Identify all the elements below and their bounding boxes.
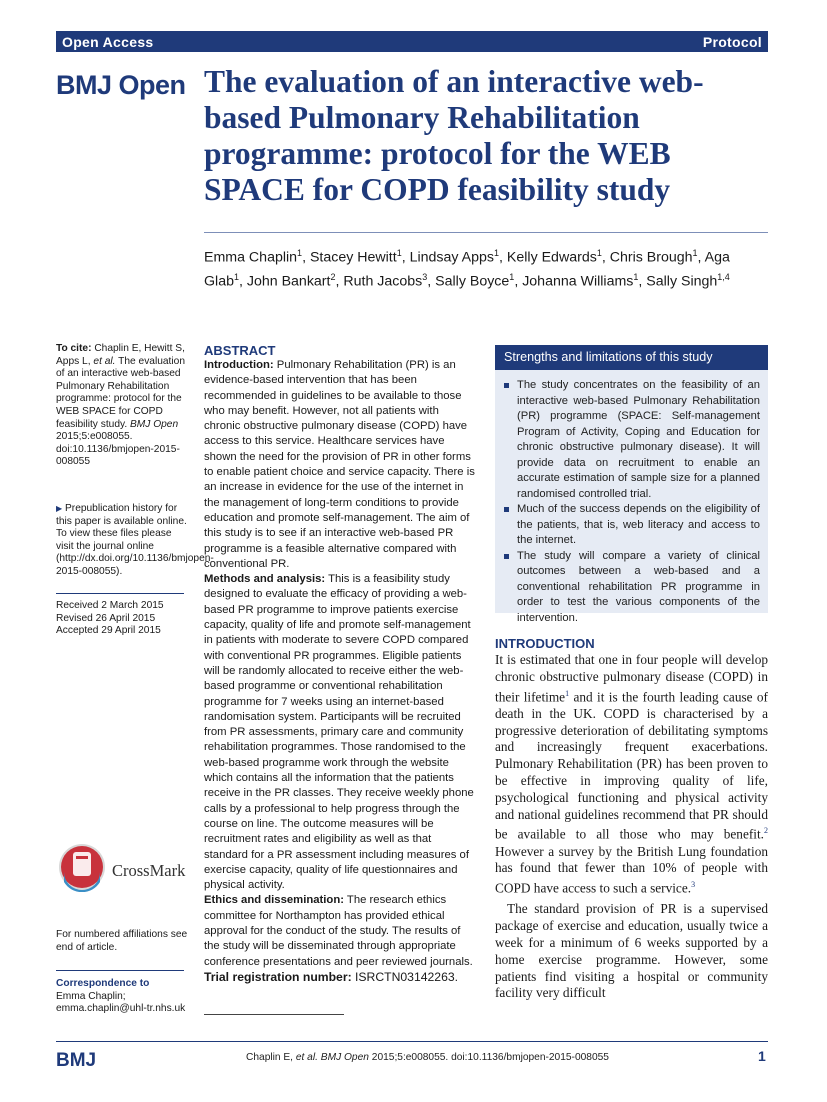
list-item: The study will compare a variety of clinical outcomes between a web-based and a conventional rehabilitation PR programme in order to test the various components of the intervention. (504, 549, 760, 627)
reference-link[interactable]: 1 (565, 688, 570, 698)
crossmark-icon (58, 842, 106, 892)
sidebar-divider (56, 593, 184, 594)
accepted-date: Accepted 29 April 2015 (56, 625, 161, 637)
author-affiliation: 3 (422, 271, 428, 282)
correspondence-label: Correspondence to (56, 978, 150, 989)
affiliations-note: For numbered affiliations see end of article. (56, 929, 188, 953)
ethics-text: The research ethics committee for Northampton has provided ethical approval for the conduct of the study. The results of the study will be disseminated through appropriate conference presentations and peer reviewed journals. (204, 894, 473, 968)
author-name: Lindsay Apps (409, 249, 494, 266)
trial-label: Trial registration number: (204, 969, 352, 984)
prepub-note (56, 503, 214, 579)
page-number: 1 (758, 1048, 766, 1064)
author-affiliation: 1 (633, 271, 639, 282)
top-bar (56, 31, 768, 52)
author-name: Sally Singh (646, 273, 718, 290)
revised-date: Revised 26 April 2015 (56, 612, 156, 624)
journal-logo: BMJ Open (56, 70, 186, 100)
cite-authors: Chaplin E, Hewitt S, Apps L, (56, 343, 185, 367)
methods-text: This is a feasibility study designed to evaluate the efficacy of providing a web-based PR programme to improve patients exercise capacity, quality of life and promote self-management in patients with moderate to severe COPD compared with conventional PR programmes. Eligible patients will be randomly allocated to receive either the web-based programme or conventional rehabilitation programme for 7 weeks using an internet-based randomisation system. Participants will be recruited from PR assessments, primary care and community rehabilitation programmes. Those randomised to the web-based programme work through the website which contains all the information that the patients receive in the PR classes. They receive weekly phone calls by a professional to help progress through the course on line. The outcome measures will be recruitment rates and eligibility as well as that standard for a PR assessment including measures of exercise capacity, quality of life questionnaires and physical activity. (204, 573, 474, 892)
author-affiliation: 1 (494, 248, 500, 258)
author-name: Aga Glab (204, 249, 730, 290)
abstract-heading: ABSTRACT (204, 343, 276, 358)
footer-citation: Chaplin E, et al. BMJ Open 2015;5:e008055. doi:10.1136/bmjopen-2015-008055 (246, 1052, 609, 1063)
abstract-trial (204, 970, 476, 985)
author-affiliation: 1,4 (717, 271, 730, 282)
author-affiliation: 1 (509, 271, 515, 282)
footer-rule (56, 1041, 768, 1042)
abstract-ethics (204, 893, 476, 969)
reference-link[interactable]: 3 (691, 880, 696, 890)
intro-paragraph-2: The standard provision of PR is a supervised package of exercise and education, usually twice a week for a minimum of 6 weeks supported by a home exercise programme. However, some patients find visiting a hospital or community facility very difficult (495, 901, 768, 1001)
author-affiliation: 2 (330, 271, 336, 282)
author-name: Johanna Williams (522, 273, 634, 290)
author-name: Kelly Edwards (506, 249, 597, 266)
open-access-label: Open Access (62, 34, 154, 50)
trial-number: ISRCTN03142263. (355, 969, 459, 984)
reference-link[interactable]: 2 (764, 826, 768, 836)
history-dates (56, 600, 188, 638)
ethics-label: Ethics and dissemination: (204, 894, 344, 907)
list-item: The study concentrates on the feasibility of an interactive web-based Pulmonary Rehabilitation (PR) programme (SPACE: Self-management Program of Activity, Coping and Education for chronic obstructive pulmonary disease). It will provide data on recruitment to enable an accurate estimation of sample size for a planned randomised controlled trial. (504, 378, 760, 502)
author-affiliation: 1 (233, 271, 239, 282)
cite-etal: et al. (93, 355, 116, 367)
intro-paragraph-1: It is estimated that one in four people will develop chronic obstructive pulmonary disease (COPD) in their lifetime$^1$ and it is the fourth leading cause of death in the UK. COPD is characterised by a progressive deterioration of debilitating symptoms and increasingly frequent exacerbations. Pulmonary Rehabilitation (PR) has been proven to be effective in improving quality of life, psychological functioning and physical activity and national guidelines recommend that PR should be available to all those who may benefit.$^2$ However a survey by the British Lung foundation has found that fewer than 10% of people with COPD have access to such a service.$^3$ (495, 652, 768, 896)
introduction-heading: INTRODUCTION (495, 636, 595, 651)
author-name: Ruth Jacobs (343, 273, 423, 290)
cite-journal: BMJ Open (130, 418, 179, 430)
author-affiliation: 1 (396, 248, 402, 258)
correspondence-name: Emma Chaplin; (56, 990, 126, 1002)
cite-label: To cite: (56, 343, 92, 354)
author-name: Emma Chaplin (204, 249, 298, 266)
title-divider (204, 232, 768, 233)
author-affiliation: 1 (596, 248, 602, 258)
received-date: Received 2 March 2015 (56, 600, 164, 611)
cite-block (56, 343, 188, 469)
article-title: The evaluation of an interactive web-based Pulmonary Rehabilitation programme: protocol for the WEB SPACE for COPD feasibility study (204, 64, 704, 207)
author-name: Chris Brough (609, 249, 693, 266)
list-item: Much of the success depends on the eligibility of the patients, that is, web literacy and access to the internet. (504, 502, 760, 549)
introduction-body (495, 652, 768, 1002)
methods-label: Methods and analysis: (204, 573, 326, 586)
correspondence-email[interactable]: emma.chaplin@uhl-tr.nhs.uk (56, 1003, 186, 1015)
triangle-bullet-icon: ▶ (56, 504, 63, 513)
article-type-label: Protocol (702, 34, 762, 50)
intro-text: Pulmonary Rehabilitation (PR) is an evidence-based intervention that has been recommended in guidelines to be available to those who may benefit. However, not all patients with chronic obstructive pulmonary disease (COPD) have access to this service. Healthcare services have shown the need for the provision of PR in other forms to enable patient choice and service capacity. There is an increase in evidence for the use of the internet in the management of long-term conditions to provide education and promote self-management. The aim of this study is to see if an interactive web-based PR programme is a feasible alternative compared with conventional PR. (204, 359, 475, 570)
author-name: Stacey Hewitt (309, 249, 397, 266)
correspondence-divider (56, 970, 184, 971)
author-list: Emma Chaplin$^1$, Stacey Hewitt$^1$, Lindsay Apps$^1$, Kelly Edwards$^1$, Chris Brough$^1$, Aga Glab$^1$, John Bankart$^2$, Ruth Jacobs$^3$, Sally Boyce$^1$, Johanna Williams$^1$, Sally Singh$^{1,4}$ (204, 248, 730, 290)
prepub-text[interactable]: Prepublication history for this paper is available online. To view these files please visit the journal online (http://dx.doi.org/10.1136/bmjopen-2015-008055). (56, 503, 214, 577)
footer-logo: BMJ (56, 1050, 97, 1071)
correspondence-block (56, 978, 188, 1016)
abstract-end-rule (204, 1014, 344, 1015)
cite-title: The evaluation of an interactive web-based Pulmonary Rehabilitation programme: protocol for the WEB SPACE for COPD feasibility study. (56, 355, 185, 430)
abstract (204, 343, 476, 985)
strengths-list (504, 378, 760, 626)
abstract-introduction (204, 358, 476, 572)
author-name: John Bankart (246, 273, 331, 290)
author-name: Sally Boyce (435, 273, 510, 290)
author-affiliation: 1 (692, 248, 698, 258)
intro-label: Introduction: (204, 359, 274, 371)
crossmark-badge[interactable] (58, 842, 188, 894)
strengths-limitations-box (495, 345, 768, 624)
crossmark-label: CrossMark (112, 861, 186, 880)
abstract-methods (204, 572, 476, 893)
author-affiliation: 1 (297, 248, 303, 258)
strengths-heading: Strengths and limitations of this study (495, 345, 768, 370)
cite-doi: 2015;5:e008055. doi:10.1136/bmjopen-2015-008055 (56, 431, 180, 468)
